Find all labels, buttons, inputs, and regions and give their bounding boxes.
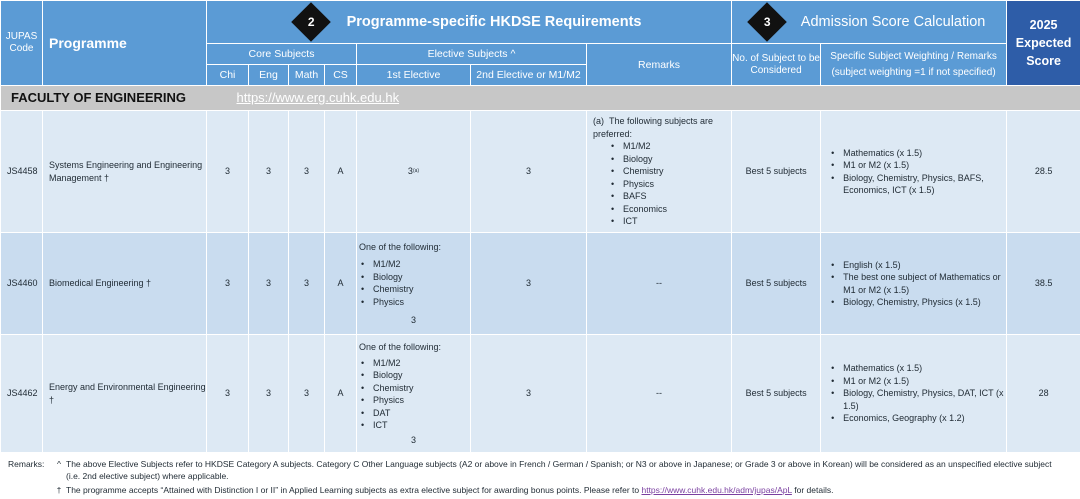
weighting-cell — [821, 335, 1007, 453]
core-cs-header: CS — [325, 65, 357, 86]
core-math-value: 3 — [289, 233, 325, 335]
table-row — [1, 335, 1080, 453]
elective-1-intro: One of the following: — [359, 342, 442, 352]
elective-1-footnote: (a) — [412, 168, 420, 175]
core-math-value: 3 — [289, 335, 325, 453]
list-item: • Economics — [611, 203, 731, 216]
num-subjects-header: No. of Subject to be Considered — [732, 44, 821, 86]
list-item: • Biology, Chemistry, Physics, DAT, ICT (x 1.5) — [831, 387, 1006, 412]
list-item: • M1/M2 — [361, 258, 470, 271]
elective-2-header: 2nd Elective or M1/M2 — [471, 65, 587, 86]
elective-1-list — [357, 357, 470, 432]
list-item: • The best one subject of Mathematics or M1 or M2 (x 1.5) — [831, 271, 1006, 296]
faculty-link[interactable]: https://www.erg.cuhk.edu.hk — [236, 90, 400, 105]
core-cs-value: A — [325, 335, 357, 453]
weighting-list — [821, 147, 1006, 197]
list-item: • Biology, Chemistry, Physics (x 1.5) — [831, 296, 1006, 309]
core-eng-value: 3 — [249, 335, 289, 453]
programme-name: Biomedical Engineering † — [43, 233, 207, 335]
elective-1-list — [357, 258, 470, 308]
section-3-title: Admission Score Calculation — [800, 14, 986, 30]
core-eng-header: Eng — [249, 65, 289, 86]
footnote-elective — [8, 459, 1080, 482]
list-item: • Mathematics (x 1.5) — [831, 362, 1006, 375]
programme-name: Systems Engineering and Engineering Management † — [43, 111, 207, 233]
footnote-applied-learning-text: The programme accepts “Attained with Distinction I or II” in Applied Learning subjects as extra elective subject for awarding bonus points. Please refer to — [66, 485, 640, 495]
footnote-applied-learning-end: for details. — [794, 485, 834, 495]
list-item: • Chemistry — [361, 382, 470, 395]
table-row — [1, 233, 1080, 335]
remarks-list — [587, 140, 731, 228]
elective-2-value: 3 — [471, 111, 587, 233]
elective-2-value: 3 — [471, 233, 587, 335]
core-eng-value: 3 — [249, 111, 289, 233]
elective-subjects-header: Elective Subjects ^ — [357, 44, 587, 65]
list-item: • Biology, Chemistry, Physics, BAFS, Economics, ICT (x 1.5) — [831, 172, 1006, 197]
weighting-list — [821, 259, 1006, 309]
remarks-value: -- — [587, 335, 732, 453]
core-chi-header: Chi — [207, 65, 249, 86]
weighting-header: Specific Subject Weighting / Remarks (subject weighting =1 if not specified) — [821, 44, 1007, 86]
list-item: • Physics — [611, 178, 731, 191]
section-2-badge: 2 — [291, 2, 331, 42]
core-subjects-header: Core Subjects — [207, 44, 357, 65]
remarks-cell — [587, 111, 732, 233]
footnote-dagger-symbol: † — [56, 485, 62, 495]
core-math-value: 3 — [289, 111, 325, 233]
programme-code: JS4462 — [1, 335, 43, 453]
list-item: • Mathematics (x 1.5) — [831, 147, 1006, 160]
list-item: • Biology — [611, 153, 731, 166]
list-item: • Economics, Geography (x 1.2) — [831, 412, 1006, 425]
programme-code: JS4460 — [1, 233, 43, 335]
list-item: • M1/M2 — [361, 357, 470, 370]
elective-1-intro: One of the following: — [359, 241, 442, 252]
list-item: • Biology — [361, 271, 470, 284]
footnote-caret-symbol: ^ — [57, 459, 61, 469]
remarks-intro: The following subjects are preferred: — [593, 116, 714, 139]
elective-2-value: 3 — [471, 335, 587, 453]
num-subjects-value: Best 5 subjects — [732, 335, 821, 453]
elective-1-value: 3 — [410, 315, 416, 325]
programme-name: Energy and Environmental Engineering † — [43, 335, 207, 453]
weighting-cell — [821, 233, 1007, 335]
remarks-label: (a) — [593, 116, 604, 127]
list-item: • ICT — [361, 419, 470, 432]
footnotes — [0, 453, 1080, 497]
list-item: • BAFS — [611, 190, 731, 203]
list-item: • Physics — [361, 296, 470, 309]
core-cs-value: A — [325, 233, 357, 335]
core-chi-value: 3 — [207, 111, 249, 233]
elective-1-cell — [357, 233, 471, 335]
remarks-header: Remarks — [587, 44, 732, 86]
list-item: • Physics — [361, 394, 470, 407]
core-chi-value: 3 — [207, 233, 249, 335]
list-item: • DAT — [361, 407, 470, 420]
faculty-band — [1, 86, 1080, 111]
jupas-code-header: JUPAS Code — [1, 1, 43, 86]
header-row-1 — [1, 1, 1080, 44]
footnote-elective-text: The above Elective Subjects refer to HKDSE Category A subjects. Category C Other Language subjects (A2 or above in French / German / Spanish; or N3 or above in Japanese; or Grade 3 or above in Korean) will be considered as an unspecified elective subject (i.e. 2nd elective subject) where applicable. — [66, 459, 1052, 481]
weighting-list — [821, 362, 1006, 425]
section-2-title: Programme-specific HKDSE Requirements — [346, 14, 642, 30]
footnote-label: Remarks: — [8, 459, 45, 469]
programme-code: JS4458 — [1, 111, 43, 233]
list-item: • ICT — [611, 215, 731, 228]
list-item: • M1/M2 — [611, 140, 731, 153]
list-item: • Chemistry — [361, 283, 470, 296]
elective-1-header: 1st Elective — [357, 65, 471, 86]
table-row — [1, 111, 1080, 233]
remarks-value: -- — [587, 233, 732, 335]
applied-learning-link[interactable]: https://www.cuhk.edu.hk/adm/jupas/ApL — [641, 485, 792, 495]
list-item: • Chemistry — [611, 165, 731, 178]
list-item: • M1 or M2 (x 1.5) — [831, 159, 1006, 172]
core-math-header: Math — [289, 65, 325, 86]
elective-1-value: 3 — [410, 434, 416, 445]
faculty-title: FACULTY OF ENGINEERING — [11, 90, 187, 105]
core-chi-value: 3 — [207, 335, 249, 453]
elective-1-cell — [357, 335, 471, 453]
list-item: • Biology — [361, 369, 470, 382]
footnote-applied-learning — [8, 485, 1080, 497]
num-subjects-value: Best 5 subjects — [732, 111, 821, 233]
elective-1-value: 3$^{(a)}$ — [357, 111, 471, 233]
expected-score-value: 28 — [1007, 335, 1080, 453]
section-2-header — [207, 1, 732, 44]
core-eng-value: 3 — [249, 233, 289, 335]
expected-score-value: 28.5 — [1007, 111, 1080, 233]
expected-score-header: 2025 Expected Score — [1007, 1, 1080, 86]
core-cs-value: A — [325, 111, 357, 233]
section-3-header — [732, 1, 1007, 44]
list-item: • English (x 1.5) — [831, 259, 1006, 272]
list-item: • M1 or M2 (x 1.5) — [831, 375, 1006, 388]
weighting-cell — [821, 111, 1007, 233]
section-3-badge: 3 — [747, 2, 787, 42]
programme-header: Programme — [43, 1, 207, 86]
expected-score-value: 38.5 — [1007, 233, 1080, 335]
num-subjects-value: Best 5 subjects — [732, 233, 821, 335]
